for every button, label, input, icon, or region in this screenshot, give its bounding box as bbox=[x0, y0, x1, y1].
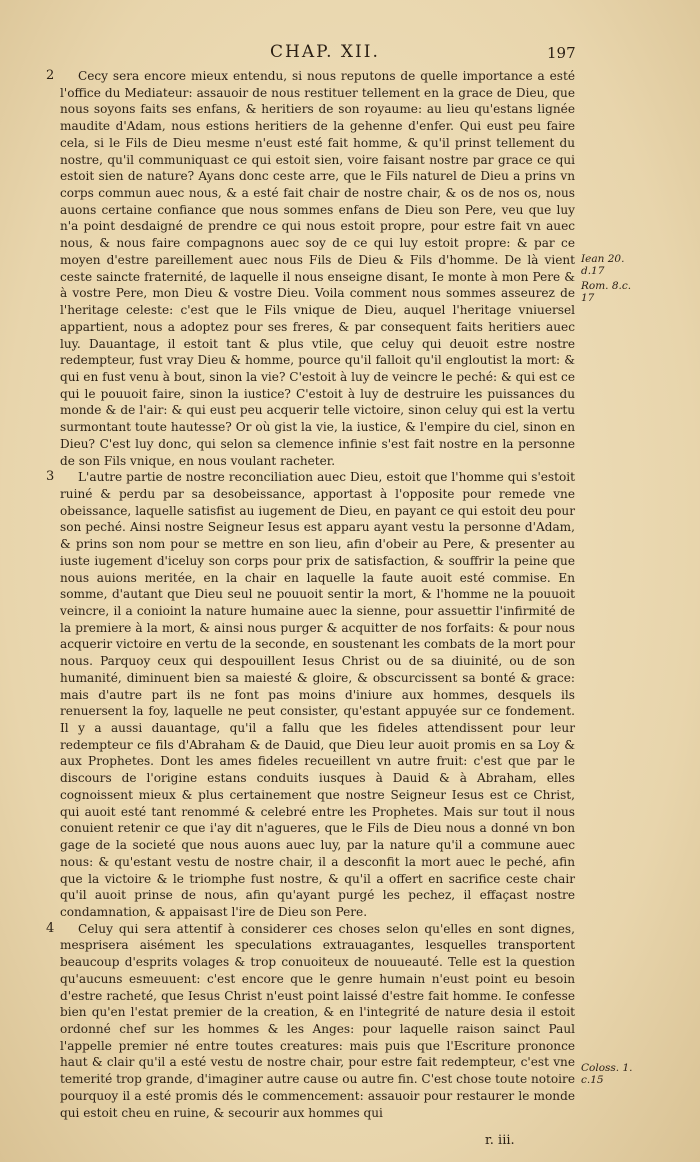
margin-note-romans bbox=[581, 280, 651, 304]
paragraph-2 bbox=[46, 68, 575, 469]
paragraph-number: 3 bbox=[46, 469, 55, 485]
margin-note-colossians bbox=[581, 1062, 651, 1086]
margin-note-ref: Iean 20. bbox=[581, 253, 625, 265]
paragraph-text: Celuy qui sera attentif à considerer ces choses selon qu'elles en sont dignes, mesprisera aisément les speculations extrauagantes, lesquelles transportent beaucoup d'esprits volages & trop conuoiteux de nouueauté. Telle est la question qu'aucuns esmeuuent: c'est encore que le genre humain n'eust point eu besoin d'estre racheté, que Iesus Christ n'eust point laissé d'estre fait homme. Ie confesse bien qu'en l'estat premier de la creation, & en l'integrité de nature desia il estoit ordonné chef sur les hommes & les Anges: pour laquelle raison sainct Paul l'appelle premier né entre toutes creatures: mais puis que l'Escriture prononce haut & clair qu'il a esté vestu de nostre chair, pour estre fait redempteur, c'est vne temerité trop grande, d'imaginer autre cause ou autre fin. C'est chose toute notoire pourquoy il a esté promis dés le commencement: assauoir pour restaurer le monde qui estoit cheu en ruine, & secourir aux hommes qui bbox=[60, 921, 575, 1120]
page-header bbox=[0, 42, 700, 66]
margin-note-ref: Rom. 8.c. bbox=[581, 280, 632, 292]
paragraph-text: L'autre partie de nostre reconciliation auec Dieu, estoit que l'homme qui s'estoit ruiné & perdu par sa desobeissance, apportast à l'opposite pour remede vne obeissance, laquelle satisfist au iugement de Dieu, en payant ce qui estoit deu pour son peché. Ainsi nostre Seigneur Iesus est apparu ayant vestu la personne d'Adam, & prins son nom pour se mettre en son lieu, afin d'obeir au Pere, & presenter au iuste iugement d'iceluy son corps pour prix de satisfaction, & souffrir la peine que nous auions meritée, en la chair en laquelle la faute auoit esté commise. En somme, d'autant que Dieu seul ne pouuoit sentir la mort, & l'homme ne la pouuoit veincre, il a conioint la nature humaine auec la sienne, pour assuettir l'infirmité de la premiere à la mort, & ainsi nous purger & acquitter de nos forfaits: & pour nous acquerir victoire en vertu de la seconde, en soustenant les combats de la mort pour nous. Parquoy ceux qui despouillent Iesus Christ ou de sa diuinité, ou de son humanité, diminuent bien sa maiesté & gloire, & obscurcissent sa bonté & grace: mais d'autre part ils ne font pas moins d'iniure aux hommes, desquels ils renuersent la foy, laquelle ne peut consister, qu'estant appuyée sur ce fondement. Il y a aussi dauantage, qu'il a fallu que les fideles attendissent pour leur redempteur ce fils d'Abraham & de Dauid, que Dieu leur auoit promis en sa Loy & aux Prophetes. Dont les ames fideles recueillent vn autre fruit: c'est que par le discours de l'origine estans conduits iusques à Dauid & à Abraham, elles cognoissent mieux & plus certainement que nostre Seigneur Iesus est ce Christ, qui auoit esté tant renommé & celebré entre les Prophetes. Mais sur tout il nous conuient retenir ce que i'ay dit n'agueres, que le Fils de Dieu nous a donné vn bon gage de la societé que nous auons auec luy, par la nature qu'il a commune auec nous: & qu'estant vestu de nostre chair, il a desconfit la mort auec le peché, afin que la victoire & le triomphe fust nostre, & qu'il a offert en sacrifice ceste chair qu'il auoit prinse de nous, afin qu'ayant purgé les pechez, il effaçast nostre condamnation, & appaisast l'ire de Dieu son Pere. bbox=[60, 470, 575, 919]
catchword: r. iii. bbox=[485, 1133, 515, 1148]
margin-note-john bbox=[581, 253, 651, 277]
paragraph-4 bbox=[46, 920, 575, 1122]
running-title: CHAP. XII. bbox=[270, 42, 380, 62]
margin-note-verse: d.17 bbox=[581, 265, 605, 277]
page-number: 197 bbox=[547, 44, 576, 62]
margin-note-ref: Coloss. 1. bbox=[581, 1062, 633, 1074]
body-text bbox=[46, 68, 575, 1121]
paragraph-text: Cecy sera encore mieux entendu, si nous reputons de quelle importance a esté l'office du Mediateur: assauoir de nous restituer tellement en la grace de Dieu, que nous soyons faits ses enfans, & heritiers de son royaume: au lieu qu'estans lignée maudite d'Adam, nous estions heritiers de la gehenne d'enfer. Qui eust peu faire cela, si le Fils de Dieu mesme n'eust esté fait homme, & qu'il prinst tellement du nostre, qu'il communiquast ce qui estoit sien, voire faisant nostre par grace ce qui estoit sien de nature? Ayans donc ceste arre, que le Fils naturel de Dieu a prins vn corps commun auec nous, & a esté fait chair de nostre chair, & os de nos os, nous auons certaine confiance que nous sommes enfans de Dieu son Pere, veu que luy n'a point desdaigné de prendre ce qui nous estoit propre, pour estre fait vn auec nous, & nous faire compagnons auec soy de ce qui luy estoit propre: & par ce moyen d'estre pareillement auec nous Fils de Dieu & Fils d'homme. De là vient ceste saincte fraternité, de laquelle il nous enseigne disant, Ie monte à mon Pere & à vostre Pere, mon Dieu & vostre Dieu. Voila comment nous sommes asseurez de l'heritage celeste: c'est que le Fils vnique de Dieu, auquel l'heritage vniuersel appartient, nous a adoptez pour ses freres, & par consequent faits heritiers auec luy. Dauantage, il estoit tant & plus vtile, que celuy qui deuoit estre nostre redempteur, fust vray Dieu & homme, pource qu'il falloit qu'il engloutist la mort: & qui en fust venu à bout, sinon la vie? C'estoit à luy de veincre le peché: & qui est ce qui le pouuoit faire, sinon la iustice? C'estoit à luy de destruire les puissances du monde & de l'air: & qui eust peu acquerir telle victoire, sinon celuy qui est la vertu surmontant toute hautesse? Or où gist la vie, la iustice, & l'empire du ciel, sinon en Dieu? C'est luy donc, qui selon sa clemence infinie s'est fait nostre en la personne de son Fils vnique, en nous voulant racheter. bbox=[60, 69, 575, 468]
paragraph-number: 2 bbox=[46, 68, 55, 83]
margin-note-verse: 17 bbox=[581, 292, 595, 304]
paragraph-number: 4 bbox=[46, 920, 55, 936]
margin-note-verse: c.15 bbox=[581, 1074, 604, 1086]
paragraph-3 bbox=[46, 469, 575, 920]
